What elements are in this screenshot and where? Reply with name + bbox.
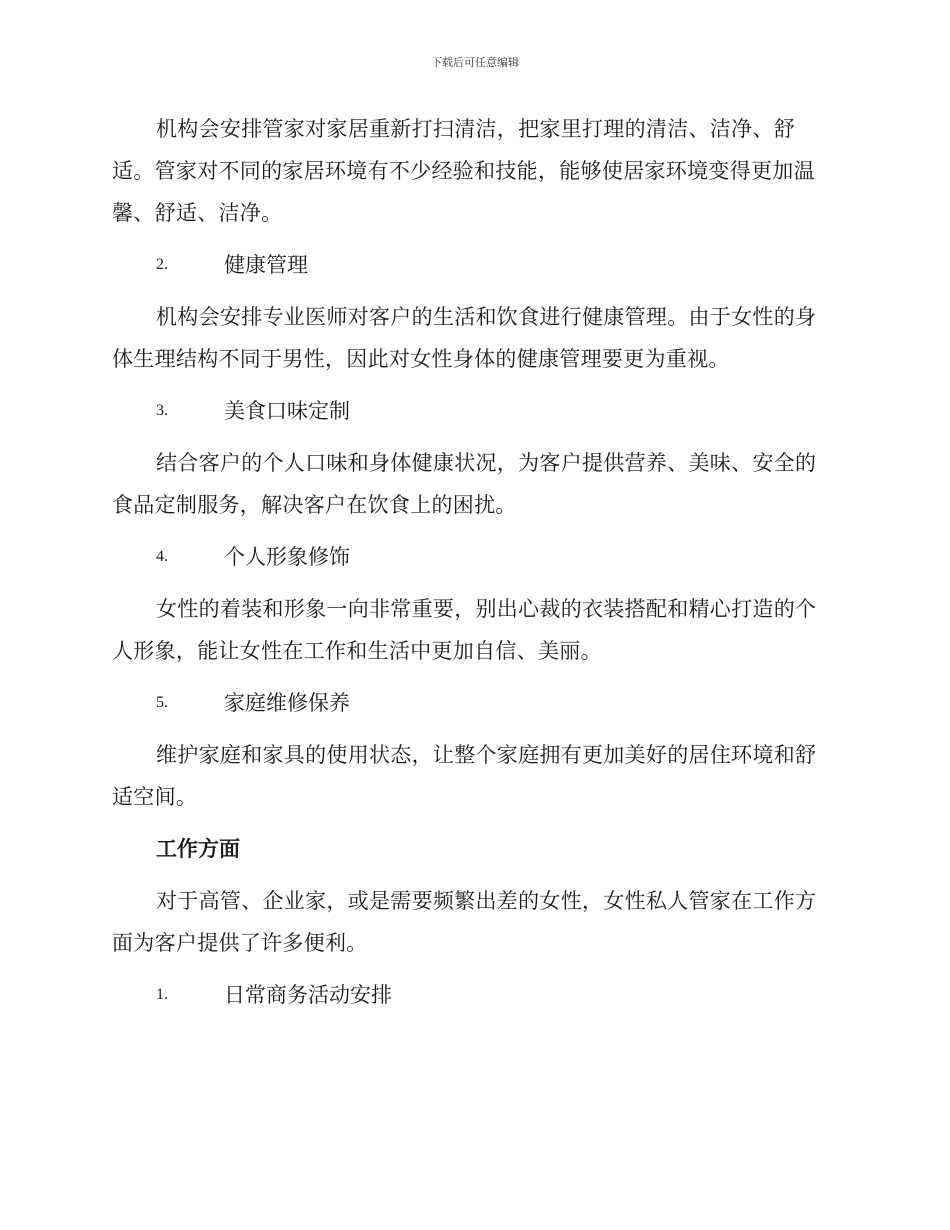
paragraph-food: 结合客户的个人口味和身体健康状况，为客户提供营养、美味、安全的食品定制服务，解决客户在饮食上的困扰。: [112, 451, 817, 517]
paragraph-home-cleaning: 机构会安排管家对家居重新打扫清洁，把家里打理的清洁、洁净、舒适。管家对不同的家居环境有不少经验和技能，能够使居家环境变得更加温馨、舒适、洁净。: [112, 117, 815, 225]
list-item-label: 健康管理: [224, 253, 308, 277]
header-note: 下载后可任意编辑: [431, 56, 519, 69]
list-item-number: 3.: [156, 402, 168, 419]
document-body: [112, 108, 832, 1026]
paragraph-health: 机构会安排专业医师对客户的生活和饮食进行健康管理。由于女性的身体生理结构不同于男性，因此对女性身体的健康管理要更为重视。: [112, 305, 817, 371]
paragraph-image: 女性的着装和形象一向非常重要，别出心裁的衣装搭配和精心打造的个人形象，能让女性在工作和生活中更加自信、美丽。: [112, 597, 817, 663]
list-item-number: 4.: [156, 548, 168, 565]
list-item-image: [112, 536, 832, 578]
list-item-number: 1.: [156, 986, 168, 1003]
list-item-maintenance: [112, 682, 832, 724]
paragraph-maintenance: 维护家庭和家具的使用状态，让整个家庭拥有更加美好的居住环境和舒适空间。: [112, 743, 817, 809]
list-item-business: [112, 974, 832, 1016]
list-item-number: 2.: [156, 256, 168, 273]
list-item-number: 5.: [156, 694, 168, 711]
list-item-label: 家庭维修保养: [224, 691, 350, 715]
list-item-food: [112, 390, 832, 432]
paragraph-work: 对于高管、企业家，或是需要频繁出差的女性，女性私人管家在工作方面为客户提供了许多便利。: [112, 889, 817, 955]
list-item-health: [112, 244, 832, 286]
list-item-label: 美食口味定制: [224, 399, 350, 423]
section-heading-work: 工作方面: [156, 836, 240, 861]
list-item-label: 个人形象修饰: [224, 545, 350, 569]
list-item-label: 日常商务活动安排: [224, 983, 392, 1007]
